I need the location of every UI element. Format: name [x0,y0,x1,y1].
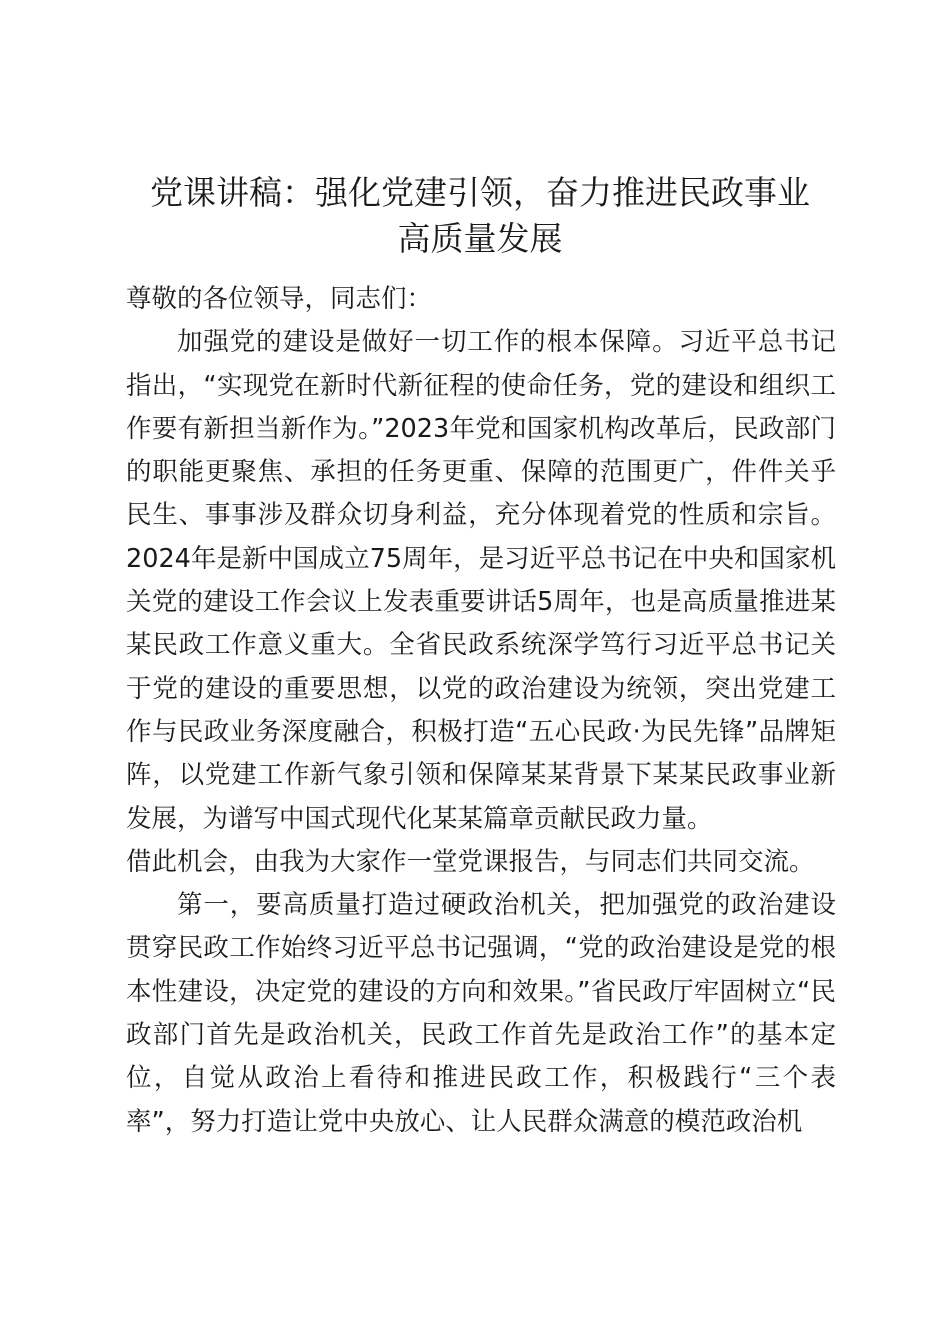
document-body [126,278,836,1144]
title-line-2: 高质量发展 [397,219,563,258]
document-title [110,170,850,262]
paragraph-transition: 借此机会，由我为大家作一堂党课报告，与同志们共同交流。 [126,846,815,877]
paragraph-intro: 加强党的建设是做好一切工作的根本保障。习近平总书记指出，“实现党在新时代新征程的使命任务，党的建设和组织工作要有新担当新作为。”2023年党和国家机构改革后，民政部门的职能更聚焦、承担的任务更重、保障的范围更广，件件关乎民生、事事涉及群众切身利益，充分体现着党的性质和宗旨。2024年是新中国成立75周年，是习近平总书记在中央和国家机关党的建设工作会议上发表重要讲话5周年，也是高质量推进某某民政工作意义重大。全省民政系统深学笃行习近平总书记关于党的建设的重要思想，以党的政治建设为统领，突出党建工作与民政业务深度融合，积极打造“五心民政·为民先锋”品牌矩阵，以党建工作新气象引领和保障某某背景下某某民政事业新发展，为谱写中国式现代化某某篇章贡献民政力量。 [126,327,836,834]
salutation: 尊敬的各位领导，同志们： [126,284,433,314]
title-line-1: 党课讲稿：强化党建引领，奋力推进民政事业 [150,173,810,212]
paragraph-section-one: 第一，要高质量打造过硬政治机关，把加强党的政治建设贯穿民政工作始终习近平总书记强调，“党的政治建设是党的根本性建设，决定党的建设的方向和效果。”省民政厅牢固树立“民政部门首先是政治机关，民政工作首先是政治工作”的基本定位，自觉从政治上看待和推进民政工作，积极践行“三个表率”，努力打造让党中央放心、让人民群众满意的模范政治机 [126,890,836,1137]
